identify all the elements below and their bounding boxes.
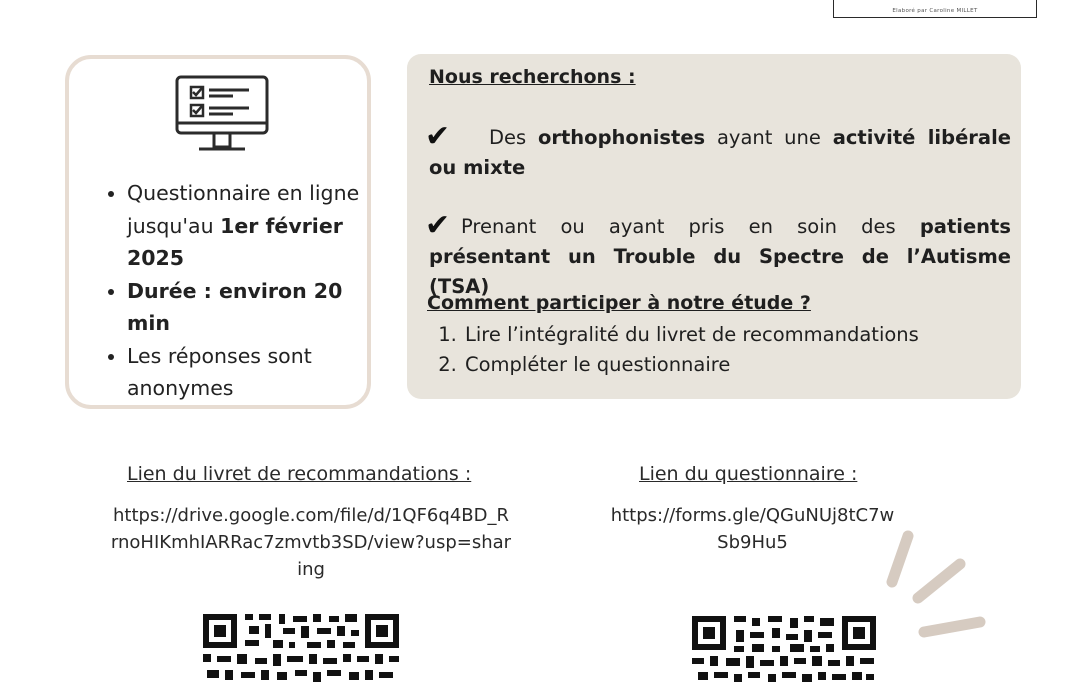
- requirement-1: Des orthophonistes ayant une activité libérale ou mixte: [429, 126, 1011, 179]
- logo-box: [833, 0, 1037, 18]
- step-item: 2. Compléter le questionnaire: [463, 350, 919, 380]
- info-item-duration: • Durée : environ 20 min: [127, 275, 367, 340]
- logo-credit: Elaboré par Caroline MILLET: [892, 8, 978, 14]
- requirements-panel: [407, 54, 1021, 399]
- checkmark-icon: ✔: [425, 208, 451, 243]
- form-qr-code: [692, 616, 876, 684]
- booklet-link-label: Lien du livret de recommandations :: [127, 463, 472, 485]
- checkmark-icon: ✔: [425, 119, 451, 154]
- info-list: [105, 177, 367, 405]
- booklet-qr-code: [203, 614, 399, 684]
- booklet-link-url[interactable]: https://drive.google.com/file/d/1QF6q4BD_RrnoHIKmhIARRac7zmvtb3SD/view?usp=sharing: [110, 505, 512, 580]
- how-to-participate-heading: Comment participer à notre étude ?: [427, 292, 811, 314]
- decorative-burst-icon: [880, 528, 990, 643]
- form-link-url[interactable]: https://forms.gle/QGuNUj8tC7wSb9Hu5: [610, 505, 895, 553]
- requirement-2: Prenant ou ayant pris en soin des patients présentant un Trouble du Spectre de l’Autisme (TSA): [429, 215, 1011, 298]
- participation-steps: [443, 320, 919, 380]
- info-item-deadline: • Questionnaire en ligne jusqu'au 1er février 2025: [127, 177, 367, 275]
- monitor-checklist-icon: [175, 75, 269, 153]
- info-card: [65, 55, 371, 409]
- step-item: 1. Lire l’intégralité du livret de recommandations: [463, 320, 919, 350]
- form-link-label: Lien du questionnaire :: [639, 463, 858, 485]
- requirements-heading: Nous recherchons :: [429, 66, 636, 88]
- info-item-anonymous: • Les réponses sont anonymes: [127, 340, 367, 405]
